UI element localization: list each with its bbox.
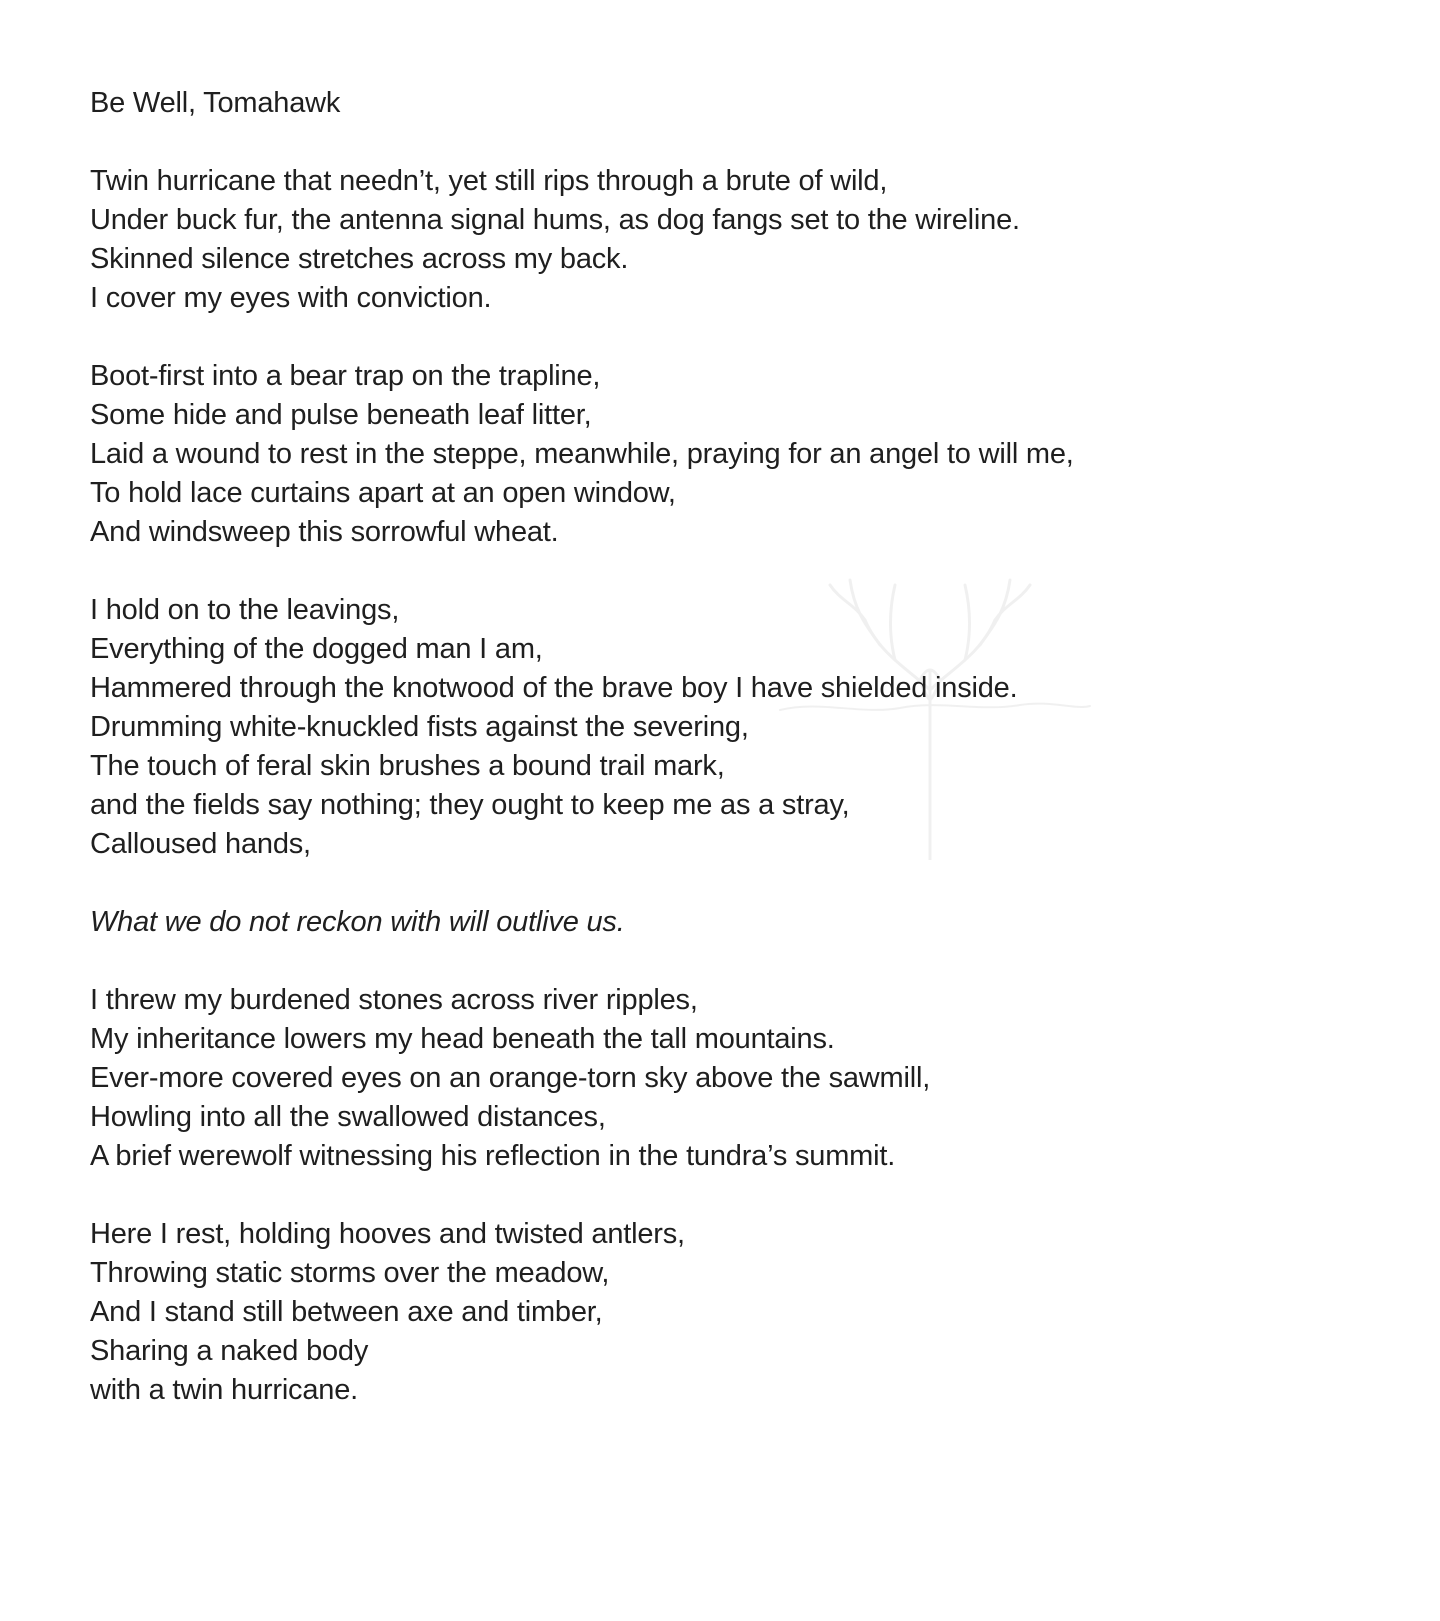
poem-line: and the fields say nothing; they ought to keep me as a stray, — [90, 789, 850, 821]
poem-line: The touch of feral skin brushes a bound trail mark, — [90, 750, 725, 782]
stanza-5 — [90, 981, 1370, 1176]
poem-line: My inheritance lowers my head beneath the tall mountains. — [90, 1023, 835, 1055]
poem-title: Be Well, Tomahawk — [90, 87, 341, 119]
poem-line: Hammered through the knotwood of the brave boy I have shielded inside. — [90, 672, 1018, 704]
poem-line: Twin hurricane that needn’t, yet still rips through a brute of wild, — [90, 165, 888, 197]
poem-line: Here I rest, holding hooves and twisted antlers, — [90, 1218, 685, 1250]
poem-line: Calloused hands, — [90, 828, 311, 860]
poem-line: Laid a wound to rest in the steppe, meanwhile, praying for an angel to will me, — [90, 438, 1074, 470]
stanza-1 — [90, 162, 1370, 318]
italic-refrain-line: What we do not reckon with will outlive us. — [90, 906, 625, 938]
poem-line: And windsweep this sorrowful wheat. — [90, 516, 559, 548]
poem-line: I cover my eyes with conviction. — [90, 282, 492, 314]
poem-line: with a twin hurricane. — [90, 1374, 358, 1406]
poem-line: Throwing static storms over the meadow, — [90, 1257, 610, 1289]
poem-line: To hold lace curtains apart at an open window, — [90, 477, 676, 509]
stanza-3 — [90, 591, 1370, 864]
poem — [90, 84, 1370, 1449]
stanza-2 — [90, 357, 1370, 552]
poem-line: Some hide and pulse beneath leaf litter, — [90, 399, 592, 431]
poem-line: Under buck fur, the antenna signal hums, as dog fangs set to the wireline. — [90, 204, 1020, 236]
poem-line: Boot-first into a bear trap on the trapline, — [90, 360, 601, 392]
poem-line: A brief werewolf witnessing his reflection in the tundra’s summit. — [90, 1140, 896, 1172]
poem-line: Skinned silence stretches across my back. — [90, 243, 629, 275]
stanza-4-italic — [90, 903, 1370, 942]
stanza-6 — [90, 1215, 1370, 1410]
poem-line: Ever-more covered eyes on an orange-torn sky above the sawmill, — [90, 1062, 931, 1094]
poem-line: I threw my burdened stones across river ripples, — [90, 984, 698, 1016]
poem-line: And I stand still between axe and timber, — [90, 1296, 603, 1328]
poem-line: Drumming white-knuckled fists against the severing, — [90, 711, 749, 743]
poem-line: Howling into all the swallowed distances, — [90, 1101, 606, 1133]
poem-line: Sharing a naked body — [90, 1335, 369, 1367]
poem-line: Everything of the dogged man I am, — [90, 633, 543, 665]
poem-line: I hold on to the leavings, — [90, 594, 400, 626]
